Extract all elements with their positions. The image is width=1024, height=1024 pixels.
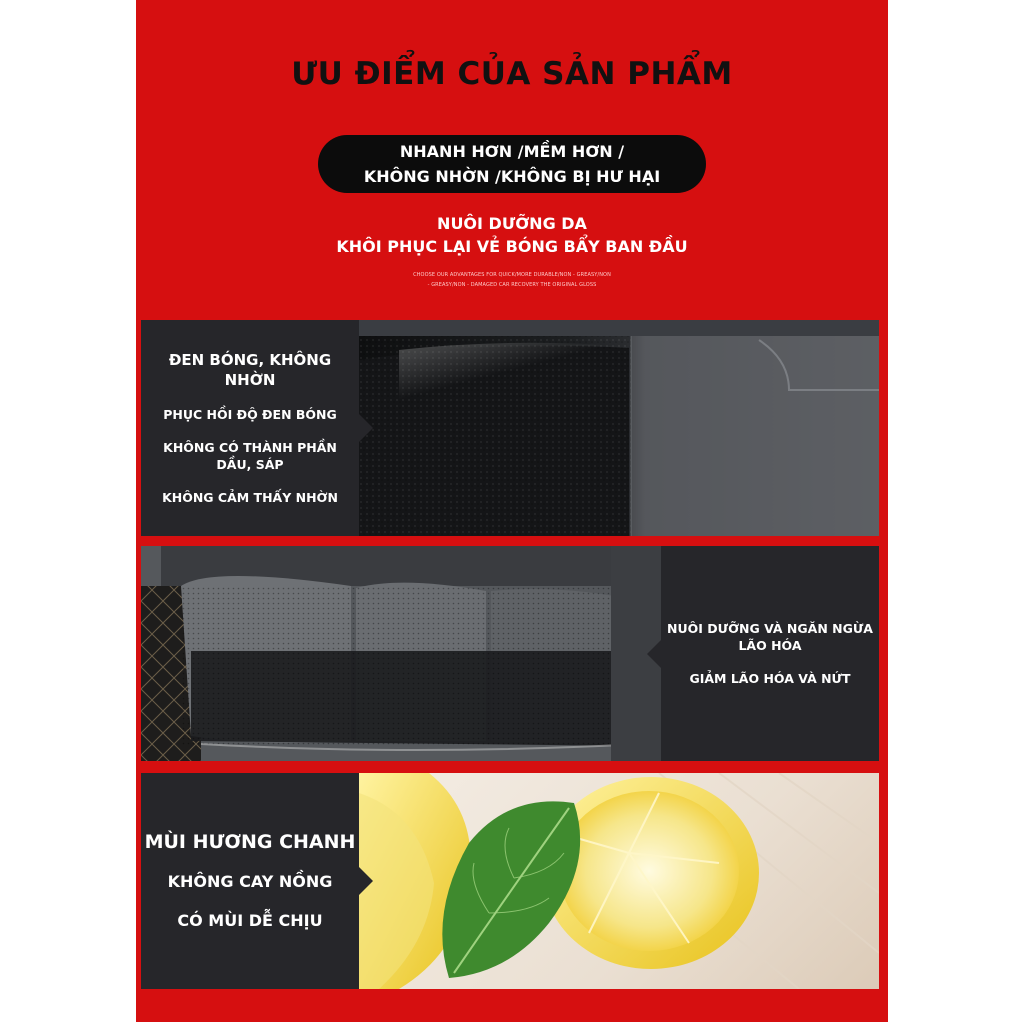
dashboard-illustration [359, 320, 879, 536]
panel-lemon-scent [141, 773, 879, 989]
panel-3-pointer [359, 867, 373, 895]
pill-line-2: KHÔNG NHỜN /KHÔNG BỊ HƯ HẠI [363, 167, 661, 186]
panel-leather-care [141, 546, 879, 761]
panel-3-line-1: KHÔNG CAY NỒNG [167, 872, 333, 891]
subheading-line-2: KHÔI PHỤC LẠI VẺ BÓNG BẨY BAN ĐẦU [336, 237, 688, 256]
lemon-photo [359, 773, 879, 989]
panel-1-line-2b: DẦU, SÁP [216, 457, 284, 472]
subheading-line-1: NUÔI DƯỠNG DA [437, 214, 587, 233]
panel-3-text [141, 773, 359, 989]
panel-1-pointer [359, 414, 373, 442]
english-caption [392, 270, 632, 290]
page-title: ƯU ĐIỂM CỦA SẢN PHẨM [291, 56, 733, 92]
panel-3-title: MÙI HƯƠNG CHANH [144, 831, 356, 853]
english-caption-line-1: CHOOSE OUR ADVANTAGES FOR QUICK/MORE DURABLE/NON - GREASY/NON [413, 272, 611, 278]
panel-2-line-1b: LÃO HÓA [738, 638, 802, 653]
panel-2-line-1 [667, 620, 873, 654]
english-caption-line-2: - GREASY/NON - DAMAGED CAR RECOVERY THE ORIGINAL GLOSS [427, 282, 597, 288]
panel-2-line-2: GIẢM LÃO HÓA VÀ NỨT [689, 671, 851, 686]
panel-2-pointer [647, 640, 661, 668]
lemon-illustration [359, 773, 879, 989]
panel-1-line-2a: KHÔNG CÓ THÀNH PHẦN [163, 440, 337, 455]
benefits-pill [318, 135, 706, 193]
panel-1-line-2 [163, 439, 337, 473]
panel-3-line-2: CÓ MÙI DỄ CHỊU [177, 911, 323, 930]
panel-glossy-black [141, 320, 879, 536]
panel-1-line-3: KHÔNG CẢM THẤY NHỜN [162, 490, 338, 505]
pill-line-1: NHANH HƠN /MỀM HƠN / [399, 142, 625, 161]
panel-1-line-1: PHỤC HỒI ĐỘ ĐEN BÓNG [163, 407, 337, 422]
panel-1-text [141, 320, 359, 536]
panel-1-title: ĐEN BÓNG, KHÔNG NHỜN [168, 351, 332, 389]
subheading [136, 212, 888, 258]
dashboard-photo [359, 320, 879, 536]
car-seat-photo [141, 546, 661, 761]
car-seat-illustration [141, 546, 661, 761]
panel-2-line-1a: NUÔI DƯỠNG VÀ NGĂN NGỪA [667, 621, 873, 636]
panel-2-text [661, 546, 879, 761]
